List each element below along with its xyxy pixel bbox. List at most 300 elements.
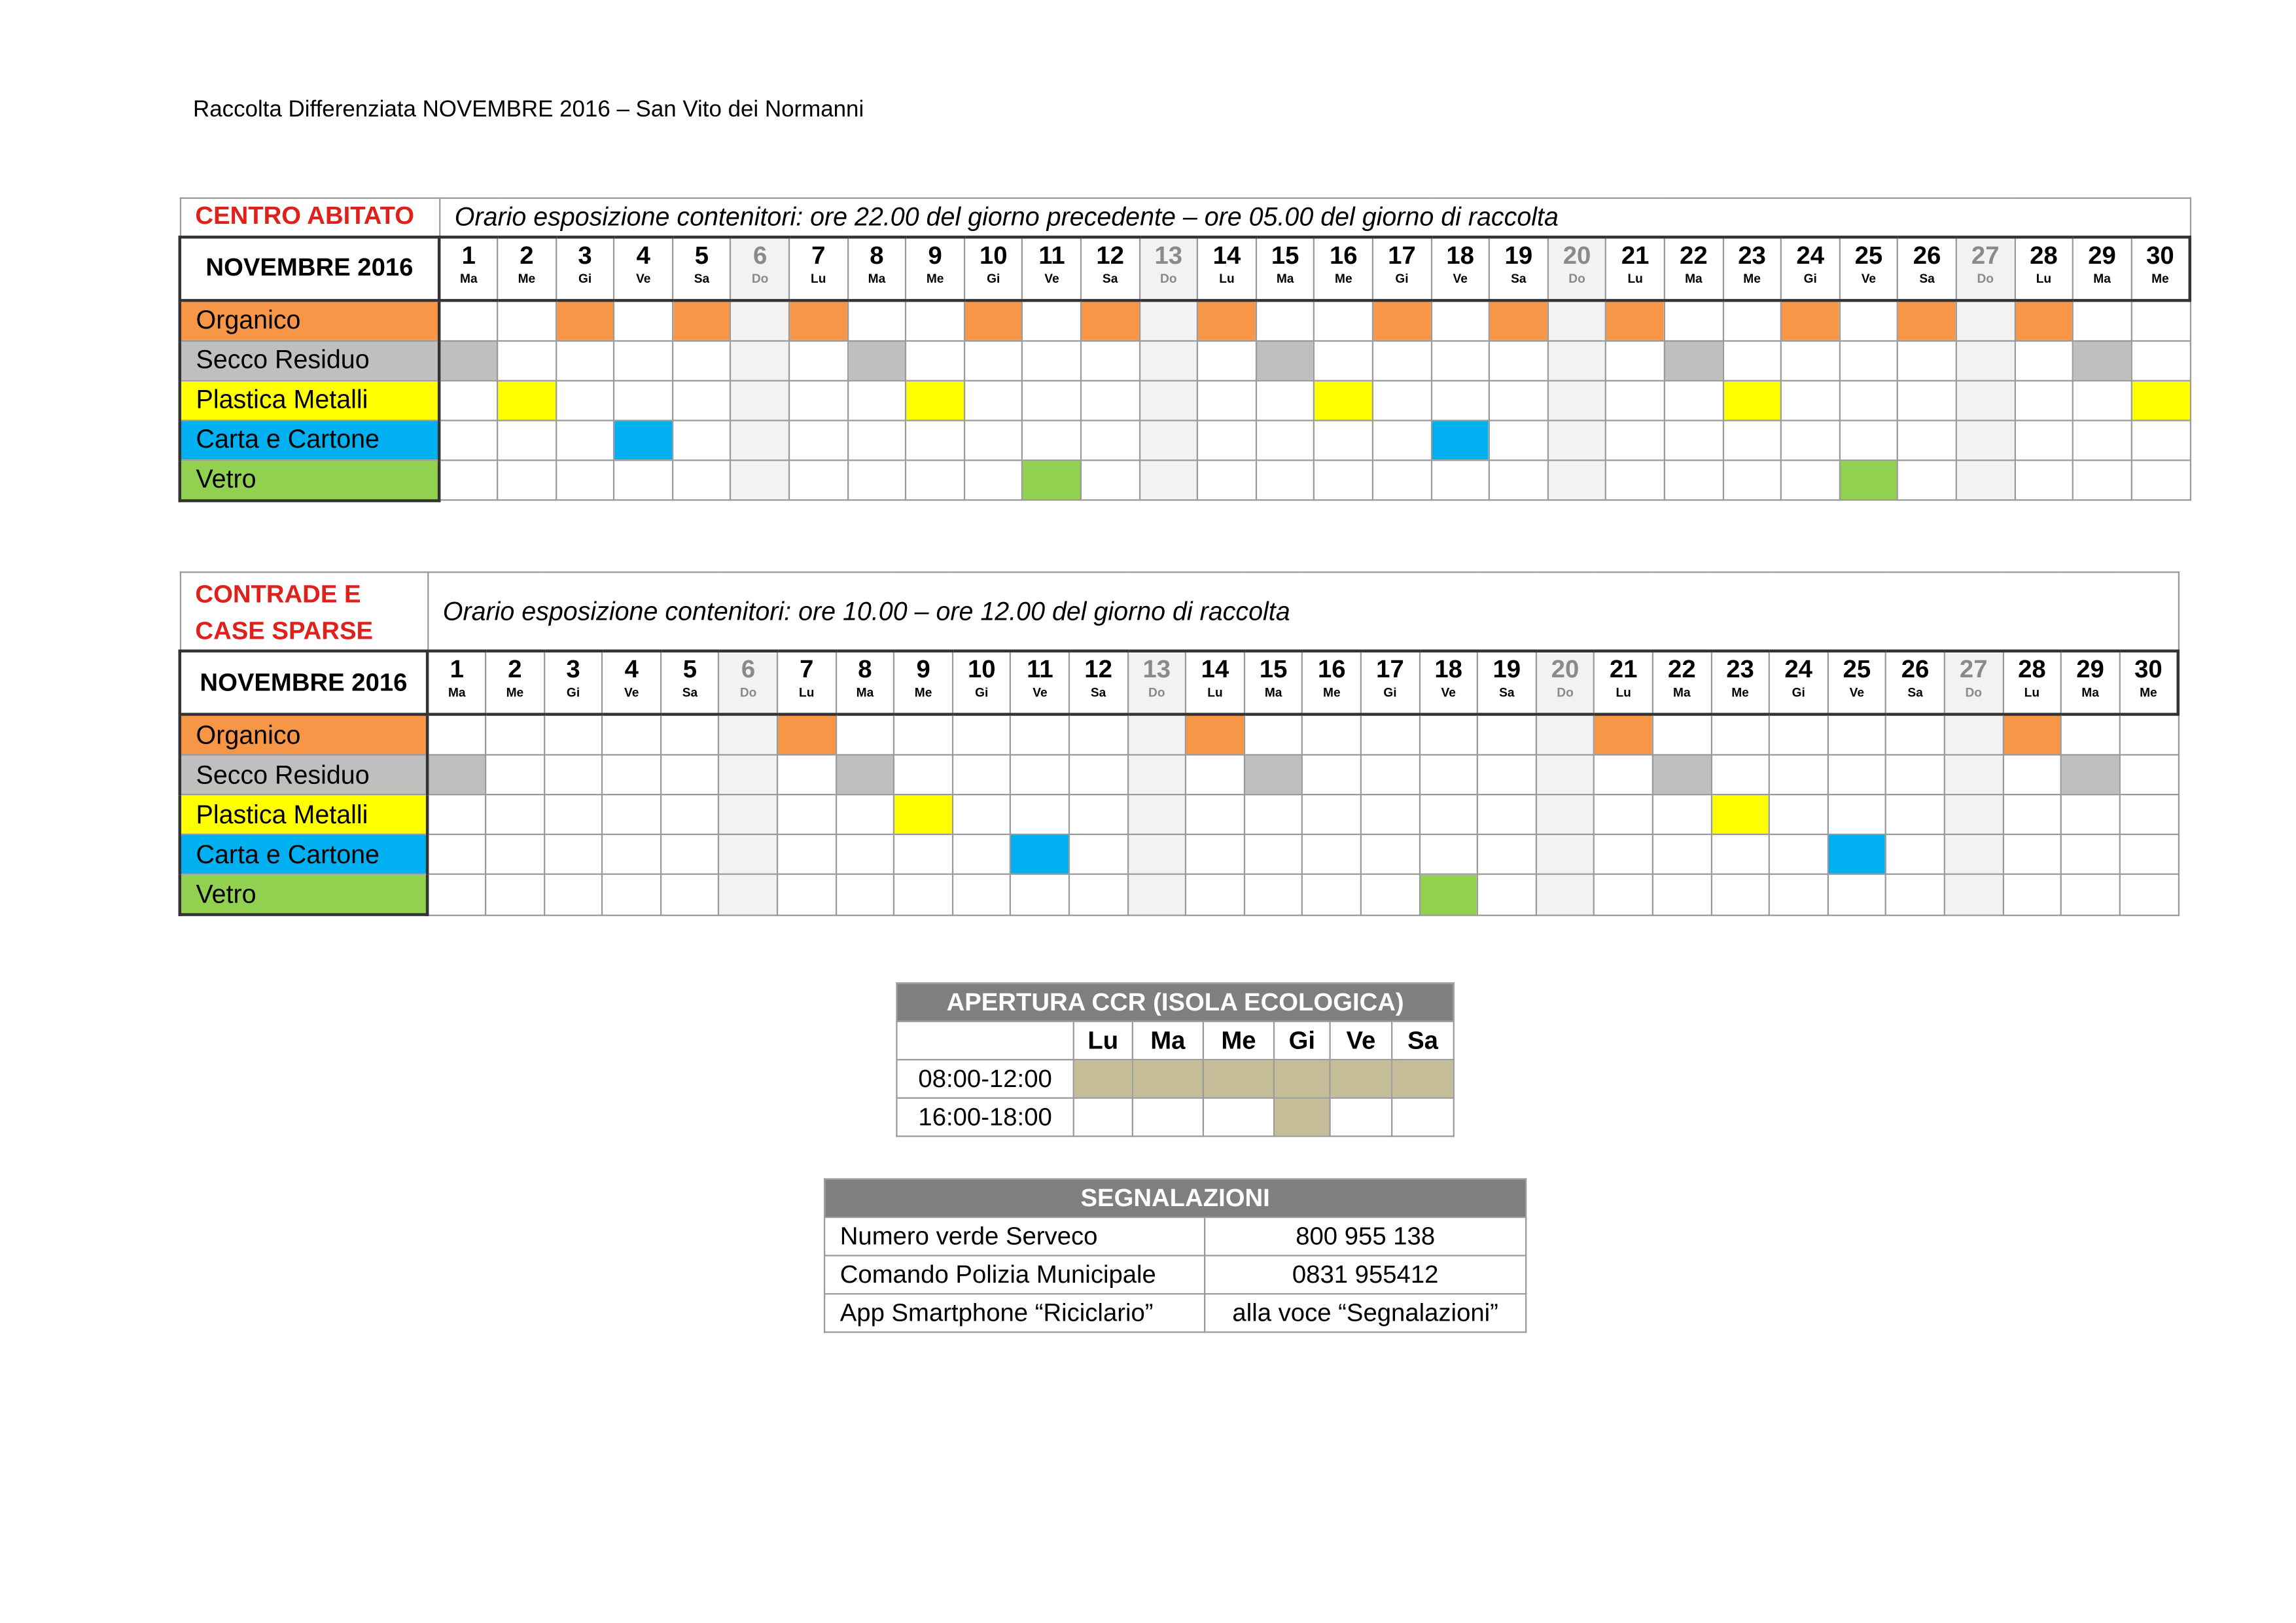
empty-cell [1956, 340, 2015, 380]
empty-cell [1431, 300, 1489, 340]
day-number: 21 [1609, 655, 1638, 684]
empty-cell [2131, 419, 2190, 459]
category-label: Organico [180, 714, 427, 755]
empty-cell [1197, 459, 1256, 500]
empty-cell [1139, 419, 1197, 459]
day-number: 18 [1434, 655, 1462, 684]
empty-cell [1595, 834, 1653, 874]
ccr-slot [1133, 1060, 1203, 1098]
empty-cell [731, 340, 789, 380]
empty-cell [1127, 874, 1186, 915]
collection-cell [2061, 755, 2119, 794]
day-header [1595, 651, 1653, 715]
empty-cell [1547, 380, 1606, 420]
empty-cell [906, 300, 964, 340]
empty-cell [1945, 794, 2003, 834]
weekday: Ma [1276, 270, 1294, 285]
empty-cell [486, 794, 544, 834]
empty-cell [1606, 459, 1665, 500]
empty-cell [719, 755, 777, 794]
empty-cell [486, 714, 544, 755]
empty-cell [1315, 340, 1373, 380]
weekday: Me [2151, 270, 2169, 285]
empty-cell [1595, 874, 1653, 915]
empty-cell [1373, 419, 1431, 459]
empty-cell [661, 755, 719, 794]
day-header [1536, 651, 1594, 715]
day-number: 12 [1096, 240, 1124, 269]
empty-cell [1431, 340, 1489, 380]
day-number: 7 [811, 240, 826, 269]
weekday: Gi [1803, 270, 1817, 285]
empty-cell [906, 340, 964, 380]
empty-cell [1477, 874, 1536, 915]
empty-cell [1373, 459, 1431, 500]
empty-cell [777, 874, 836, 915]
day-header [614, 236, 673, 300]
collection-cell [614, 419, 673, 459]
empty-cell [1186, 755, 1244, 794]
day-number: 22 [1680, 240, 1708, 269]
empty-cell [1081, 459, 1139, 500]
empty-cell [1781, 459, 1839, 500]
day-number: 14 [1201, 655, 1229, 684]
empty-cell [1069, 874, 1127, 915]
empty-cell [2119, 834, 2178, 874]
empty-cell [1723, 300, 1781, 340]
day-number: 2 [508, 655, 522, 684]
empty-cell [486, 755, 544, 794]
day-header [719, 651, 777, 715]
empty-cell [1653, 794, 1711, 834]
weekday: Ma [856, 685, 874, 700]
day-header [731, 236, 789, 300]
day-header [1547, 236, 1606, 300]
day-header [1489, 236, 1547, 300]
empty-cell [1011, 874, 1069, 915]
document-title: Raccolta Differenziata NOVEMBRE 2016 – San Vito dei Normanni [193, 97, 864, 122]
empty-cell [1828, 794, 1886, 834]
empty-cell [1081, 380, 1139, 420]
collection-cell [1839, 459, 1898, 500]
collection-cell [1373, 300, 1431, 340]
day-header [1069, 651, 1127, 715]
ccr-day: Sa [1392, 1022, 1454, 1060]
empty-cell [1419, 794, 1477, 834]
day-header [1315, 236, 1373, 300]
empty-cell [439, 419, 497, 459]
empty-cell [2015, 340, 2073, 380]
empty-cell [847, 419, 906, 459]
empty-cell [789, 380, 847, 420]
day-number: 30 [2146, 240, 2174, 269]
empty-cell [1956, 419, 2015, 459]
empty-cell [661, 714, 719, 755]
day-number: 7 [800, 655, 814, 684]
empty-cell [1769, 755, 1828, 794]
weekday: Do [1568, 270, 1585, 285]
day-number: 3 [578, 240, 592, 269]
category-label: Vetro [180, 459, 439, 500]
weekday: Ma [1673, 685, 1691, 700]
empty-cell [777, 794, 836, 834]
empty-cell [673, 380, 731, 420]
empty-cell [2015, 419, 2073, 459]
empty-cell [1303, 834, 1361, 874]
day-number: 4 [624, 655, 639, 684]
empty-cell [1023, 300, 1081, 340]
empty-cell [953, 794, 1011, 834]
empty-cell [1536, 714, 1594, 755]
empty-cell [1419, 714, 1477, 755]
weekday: Lu [2024, 685, 2040, 700]
empty-cell [544, 874, 602, 915]
weekday: Sa [1907, 685, 1923, 700]
day-number: 17 [1376, 655, 1404, 684]
weekday: Lu [1627, 270, 1643, 285]
empty-cell [1839, 419, 1898, 459]
weekday: Me [926, 270, 944, 285]
weekday: Me [914, 685, 932, 700]
day-header [1886, 651, 1944, 715]
empty-cell [486, 834, 544, 874]
empty-cell [1828, 714, 1886, 755]
day-header [777, 651, 836, 715]
segnalazioni-label: App Smartphone “Riciclario” [824, 1294, 1205, 1332]
collection-cell [1653, 755, 1711, 794]
contrade-label-line2: CASE SPARSE [195, 616, 374, 645]
empty-cell [1361, 755, 1419, 794]
empty-cell [614, 340, 673, 380]
day-header [894, 651, 953, 715]
day-header [1186, 651, 1244, 715]
day-header [1023, 236, 1081, 300]
empty-cell [1477, 794, 1536, 834]
empty-cell [719, 874, 777, 915]
day-header [1197, 236, 1256, 300]
empty-cell [1361, 714, 1419, 755]
empty-cell [719, 834, 777, 874]
day-number: 11 [1038, 240, 1065, 269]
empty-cell [1595, 755, 1653, 794]
day-header [497, 236, 556, 300]
day-number: 10 [979, 240, 1008, 269]
empty-cell [1023, 419, 1081, 459]
weekday: Lu [2036, 270, 2052, 285]
empty-cell [789, 459, 847, 500]
empty-cell [1256, 459, 1315, 500]
weekday: Sa [1511, 270, 1527, 285]
collection-cell [1595, 714, 1653, 755]
day-header [953, 651, 1011, 715]
ccr-table [896, 982, 1455, 1137]
empty-cell [964, 340, 1023, 380]
empty-cell [1839, 380, 1898, 420]
day-number: 25 [1843, 655, 1871, 684]
weekday: Lu [799, 685, 815, 700]
empty-cell [427, 794, 486, 834]
empty-cell [661, 874, 719, 915]
day-header [2131, 236, 2190, 300]
day-header [1606, 236, 1665, 300]
empty-cell [1127, 794, 1186, 834]
empty-cell [1245, 794, 1303, 834]
empty-cell [497, 419, 556, 459]
ccr-slot [1392, 1098, 1454, 1137]
ccr-slot [1274, 1098, 1330, 1137]
empty-cell [964, 380, 1023, 420]
empty-cell [1127, 714, 1186, 755]
weekday: Do [1148, 685, 1165, 700]
ccr-title: APERTURA CCR (ISOLA ECOLOGICA) [896, 983, 1453, 1022]
weekday: Me [1731, 685, 1749, 700]
empty-cell [556, 340, 614, 380]
empty-cell [2119, 874, 2178, 915]
empty-cell [1315, 300, 1373, 340]
empty-cell [556, 380, 614, 420]
category-label: Plastica Metalli [180, 380, 439, 420]
day-header [1665, 236, 1723, 300]
collection-cell [1723, 380, 1781, 420]
empty-cell [847, 380, 906, 420]
empty-cell [2015, 380, 2073, 420]
weekday: Do [1160, 270, 1177, 285]
weekday: Ma [1264, 685, 1282, 700]
empty-cell [1361, 874, 1419, 915]
empty-cell [439, 459, 497, 500]
empty-cell [556, 459, 614, 500]
ccr-time: 16:00-18:00 [896, 1098, 1073, 1137]
empty-cell [1723, 459, 1781, 500]
weekday: Ve [1044, 270, 1059, 285]
weekday: Ma [460, 270, 478, 285]
day-number: 23 [1726, 655, 1754, 684]
empty-cell [1011, 794, 1069, 834]
empty-cell [1536, 755, 1594, 794]
day-number: 12 [1084, 655, 1112, 684]
empty-cell [1139, 459, 1197, 500]
empty-cell [2003, 755, 2061, 794]
empty-cell [2131, 459, 2190, 500]
collection-cell [1711, 794, 1769, 834]
day-header [1477, 651, 1536, 715]
collection-cell [1197, 300, 1256, 340]
empty-cell [427, 834, 486, 874]
day-number: 28 [2030, 240, 2058, 269]
empty-cell [1956, 300, 2015, 340]
day-number: 16 [1330, 240, 1358, 269]
ccr-slot [1330, 1060, 1392, 1098]
empty-cell [2073, 380, 2131, 420]
empty-cell [614, 380, 673, 420]
collection-cell [2015, 300, 2073, 340]
day-header [1245, 651, 1303, 715]
segnalazioni-label: Comando Polizia Municipale [824, 1256, 1205, 1294]
collection-cell [2073, 340, 2131, 380]
empty-cell [603, 794, 661, 834]
empty-cell [1653, 874, 1711, 915]
empty-cell [731, 300, 789, 340]
weekday: Me [1743, 270, 1761, 285]
day-header [789, 236, 847, 300]
weekday: Ve [1033, 685, 1048, 700]
day-number: 20 [1551, 655, 1580, 684]
empty-cell [906, 419, 964, 459]
empty-cell [614, 300, 673, 340]
day-number: 21 [1621, 240, 1650, 269]
weekday: Me [506, 685, 524, 700]
empty-cell [1956, 459, 2015, 500]
month-label: NOVEMBRE 2016 [180, 236, 439, 300]
empty-cell [789, 419, 847, 459]
weekday: Sa [1102, 270, 1118, 285]
day-header [906, 236, 964, 300]
day-header [1139, 236, 1197, 300]
empty-cell [1606, 340, 1665, 380]
empty-cell [1886, 794, 1944, 834]
empty-cell [1315, 459, 1373, 500]
empty-cell [1186, 834, 1244, 874]
day-number: 13 [1142, 655, 1171, 684]
category-label: Secco Residuo [180, 340, 439, 380]
weekday: Ve [1861, 270, 1877, 285]
empty-cell [1665, 300, 1723, 340]
empty-cell [1711, 755, 1769, 794]
collection-cell [789, 300, 847, 340]
empty-cell [789, 340, 847, 380]
empty-cell [2003, 834, 2061, 874]
collection-cell [673, 300, 731, 340]
empty-cell [1315, 419, 1373, 459]
empty-cell [1373, 380, 1431, 420]
empty-cell [894, 834, 953, 874]
empty-cell [953, 755, 1011, 794]
empty-cell [847, 300, 906, 340]
empty-cell [1373, 340, 1431, 380]
weekday: Ve [1441, 685, 1456, 700]
collection-cell [1606, 300, 1665, 340]
empty-cell [1723, 340, 1781, 380]
day-number: 20 [1563, 240, 1591, 269]
weekday: Me [1323, 685, 1341, 700]
ccr-day: Lu [1074, 1022, 1133, 1060]
collection-cell [2131, 380, 2190, 420]
day-number: 8 [870, 240, 884, 269]
collection-cell [1419, 874, 1477, 915]
day-number: 24 [1796, 240, 1825, 269]
ccr-slot [1133, 1098, 1203, 1137]
day-number: 14 [1212, 240, 1241, 269]
day-header [1081, 236, 1139, 300]
empty-cell [1547, 419, 1606, 459]
empty-cell [1186, 874, 1244, 915]
empty-cell [2131, 300, 2190, 340]
empty-cell [2003, 794, 2061, 834]
weekday: Me [2140, 685, 2157, 700]
collection-cell [1023, 459, 1081, 500]
empty-cell [603, 834, 661, 874]
empty-cell [544, 755, 602, 794]
day-number: 22 [1668, 655, 1696, 684]
empty-cell [544, 834, 602, 874]
empty-cell [731, 419, 789, 459]
day-header [439, 236, 497, 300]
empty-cell [836, 794, 894, 834]
empty-cell [1489, 340, 1547, 380]
empty-cell [544, 794, 602, 834]
weekday: Sa [1090, 685, 1106, 700]
weekday: Sa [1499, 685, 1515, 700]
ccr-slot [1203, 1098, 1274, 1137]
day-header [836, 651, 894, 715]
weekday: Do [1977, 270, 1994, 285]
empty-cell [1898, 419, 1956, 459]
ccr-time: 08:00-12:00 [896, 1060, 1073, 1098]
empty-cell [1011, 755, 1069, 794]
category-label: Vetro [180, 874, 427, 915]
empty-cell [2061, 834, 2119, 874]
empty-cell [1839, 300, 1898, 340]
day-header [1723, 236, 1781, 300]
day-number: 26 [1913, 240, 1941, 269]
empty-cell [777, 834, 836, 874]
ccr-slot [1074, 1060, 1133, 1098]
day-header [1956, 236, 2015, 300]
empty-cell [1303, 755, 1361, 794]
weekday: Me [1335, 270, 1352, 285]
collection-cell [1186, 714, 1244, 755]
empty-cell [1828, 755, 1886, 794]
weekday: Ve [1849, 685, 1865, 700]
empty-cell [1945, 714, 2003, 755]
empty-cell [1828, 874, 1886, 915]
segnalazioni-value: 0831 955412 [1205, 1256, 1526, 1294]
day-number: 8 [858, 655, 872, 684]
empty-cell [1069, 755, 1127, 794]
weekday: Ma [1685, 270, 1703, 285]
empty-cell [1303, 874, 1361, 915]
empty-cell [1303, 794, 1361, 834]
empty-cell [1139, 300, 1197, 340]
empty-cell [2015, 459, 2073, 500]
centro-abitato-info: Orario esposizione contenitori: ore 22.00 del giorno precedente – ore 05.00 del giorno di raccolta [439, 198, 2190, 237]
empty-cell [731, 380, 789, 420]
empty-cell [894, 874, 953, 915]
day-number: 13 [1154, 240, 1183, 269]
contrade-label-line1: CONTRADE E [195, 580, 361, 609]
empty-cell [719, 714, 777, 755]
day-number: 2 [520, 240, 534, 269]
day-number: 9 [916, 655, 930, 684]
day-number: 10 [967, 655, 996, 684]
empty-cell [894, 755, 953, 794]
empty-cell [1303, 714, 1361, 755]
empty-cell [439, 380, 497, 420]
empty-cell [497, 300, 556, 340]
weekday: Gi [1792, 685, 1805, 700]
day-header [427, 651, 486, 715]
day-number: 26 [1901, 655, 1930, 684]
empty-cell [836, 714, 894, 755]
empty-cell [1419, 834, 1477, 874]
empty-cell [1023, 380, 1081, 420]
empty-cell [2119, 714, 2178, 755]
day-number: 27 [1959, 655, 1988, 684]
empty-cell [603, 874, 661, 915]
weekday: Lu [1207, 685, 1223, 700]
day-number: 6 [752, 240, 768, 269]
collection-cell [1011, 834, 1069, 874]
